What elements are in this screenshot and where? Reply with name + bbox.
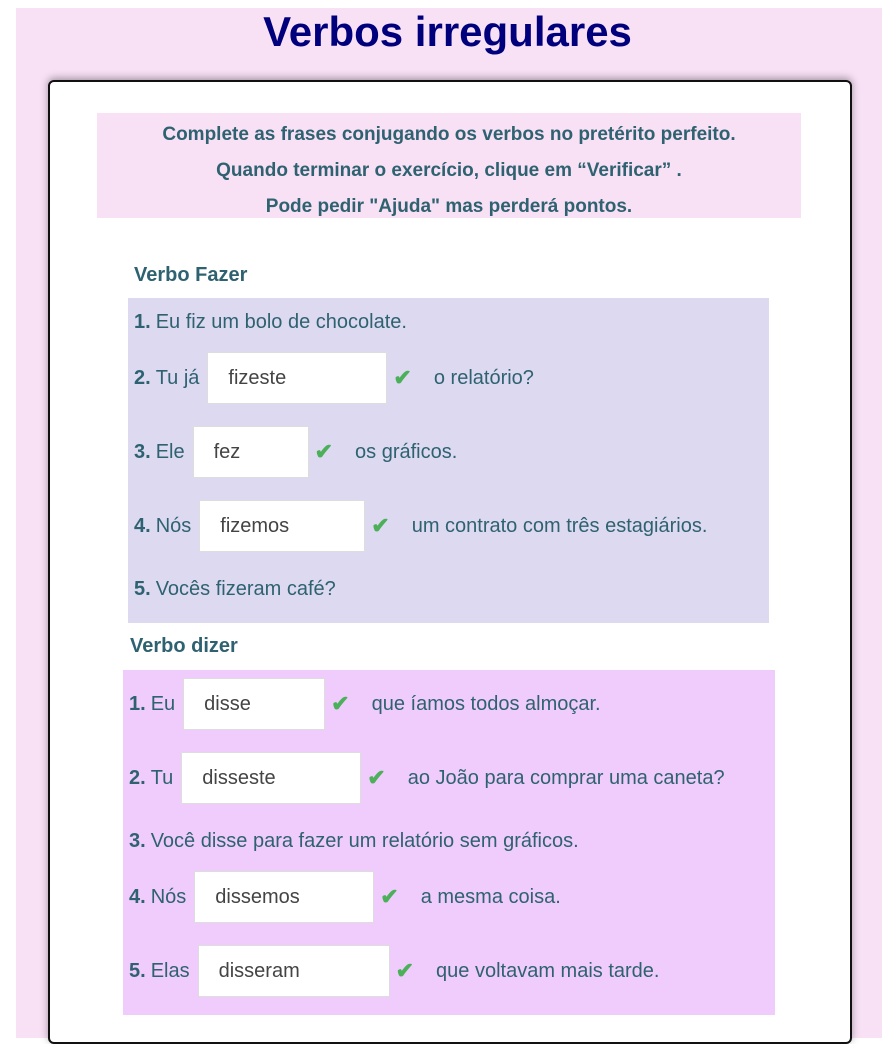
- instruction-line: Pode pedir "Ajuda" mas perderá pontos.: [265, 196, 633, 217]
- sentence-after: um contrato com três estagiários.: [411, 514, 708, 537]
- sentence-before: Tu: [150, 766, 174, 789]
- check-icon: ✔: [393, 365, 412, 390]
- instructions: [97, 113, 801, 218]
- exercise-row: [134, 563, 336, 615]
- exercise-row: [129, 945, 659, 997]
- check-icon: ✔: [331, 691, 350, 716]
- sentence-before: Elas: [150, 959, 190, 982]
- sentence-before: Tu já: [155, 366, 200, 389]
- exercise-row: [129, 815, 579, 867]
- check-icon: ✔: [367, 765, 386, 790]
- sentence-after: ao João para comprar uma caneta?: [407, 766, 725, 789]
- row-number: 1.: [134, 310, 151, 333]
- exercise-row: [129, 752, 725, 804]
- row-number: 3.: [134, 440, 151, 463]
- sentence-before: Nós: [150, 885, 187, 908]
- exercise-row: [129, 678, 601, 730]
- answer-input[interactable]: [207, 352, 387, 404]
- answer-input[interactable]: [198, 945, 390, 997]
- sentence-before: Nós: [155, 514, 192, 537]
- exercise-row: [134, 426, 457, 478]
- section-title-fazer: Verbo Fazer: [134, 264, 248, 286]
- answer-input[interactable]: [193, 426, 309, 478]
- exercise-row: [134, 352, 534, 404]
- page-title: Verbos irregulares: [263, 8, 632, 55]
- sentence-after: os gráficos.: [355, 440, 458, 463]
- answer-input[interactable]: [199, 500, 365, 552]
- row-number: 2.: [134, 366, 151, 389]
- row-number: 4.: [129, 885, 146, 908]
- sentence-after: a mesma coisa.: [420, 885, 561, 908]
- sentence-text: Você disse para fazer um relatório sem gráficos.: [150, 829, 579, 852]
- sentence-before: Ele: [155, 440, 185, 463]
- row-number: 5.: [129, 959, 146, 982]
- row-number: 5.: [134, 577, 151, 600]
- exercise-row: [129, 871, 561, 923]
- sentence-after: que íamos todos almoçar.: [371, 692, 601, 715]
- row-number: 1.: [129, 692, 146, 715]
- row-number: 4.: [134, 514, 151, 537]
- check-icon: ✔: [371, 513, 390, 538]
- answer-input[interactable]: [194, 871, 374, 923]
- exercise-row: [134, 500, 707, 552]
- sentence-after: o relatório?: [433, 366, 534, 389]
- instruction-line: Complete as frases conjugando os verbos no pretérito perfeito.: [162, 124, 736, 145]
- sentence-text: Vocês fizeram café?: [155, 577, 336, 600]
- instruction-line: Quando terminar o exercício, clique em “Verificar” .: [216, 160, 682, 181]
- check-icon: ✔: [395, 958, 415, 983]
- row-number: 2.: [129, 766, 146, 789]
- answer-input[interactable]: [183, 678, 325, 730]
- section-title-dizer: Verbo dizer: [130, 635, 238, 657]
- row-number: 3.: [129, 829, 146, 852]
- check-icon: ✔: [314, 439, 334, 464]
- sentence-after: que voltavam mais tarde.: [436, 959, 660, 982]
- sentence-before: Eu: [150, 692, 176, 715]
- check-icon: ✔: [380, 884, 399, 909]
- sentence-text: Eu fiz um bolo de chocolate.: [155, 310, 407, 333]
- exercise-row: [134, 296, 407, 348]
- answer-input[interactable]: [181, 752, 361, 804]
